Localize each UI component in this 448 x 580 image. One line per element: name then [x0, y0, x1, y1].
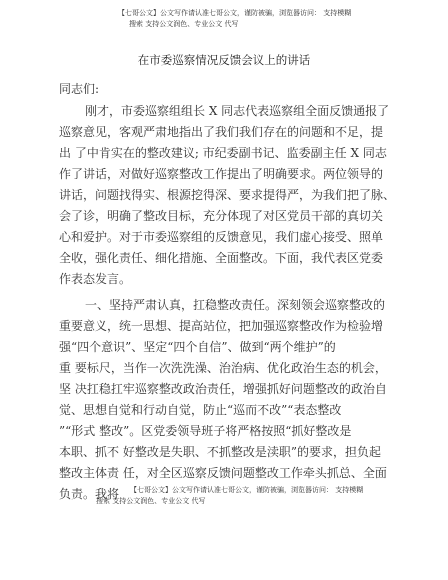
paragraph-line: 全收，强化责任、细化措施、全面整改。下面，我代表区党委: [59, 251, 384, 265]
paragraph-line: 重要意义，统一思想、提高站位，把加强巡察整改作为检验增: [59, 319, 384, 333]
paragraph-line: 觉、思想自觉和行动自觉，防止“巡而不改”“表态整改: [59, 403, 342, 417]
paragraph-line: 整改主体责 任，对全区巡察反馈问题整改工作牵头抓总、全面: [59, 466, 387, 480]
paragraph-line: 出 了中肯实在的整改建议; 市纪委副书记、监委副主任 X 同志: [59, 146, 387, 160]
paragraph-line: 强“四个意识”、坚定“四个自信”、做到“两个维护”的: [59, 340, 336, 354]
paragraph-line: 会了诊，明确了整改目标，充分体现了对区党员干部的真切关: [59, 209, 384, 223]
paragraph-line: ”“形式 整改”。区党委领导班子将严格按照“抓好整改是: [59, 424, 352, 438]
paragraph-line: 作表态发言。: [59, 272, 132, 286]
header-watermark-line-1: 【七哥公文】公文写作请认准七哥公文，谨防被骗，浏览器访问： 支持模糊: [118, 9, 352, 17]
paragraph-line: 坚 决扛稳扛牢巡察整改政治责任，增强抓好问题整改的政治自: [59, 382, 387, 396]
footer-watermark-line-1: 【七哥公文】公文写作请认准七哥公文，谨防被骗，浏览器访问： 支持模糊: [130, 486, 364, 494]
footer-watermark-line-2: 搜索 支持公文润色、专业公文 代写: [96, 497, 206, 505]
paragraph-line: 重 要标尺，当作一次洗洗澡、治治病、优化政治生态的机会，: [59, 361, 387, 375]
paragraph-line: 作了讲话，对做好巡察整改工作提出了明确要求。两位领导的: [59, 167, 384, 181]
greeting-text: 同志们:: [59, 82, 100, 96]
paragraph-line: 心和爱护。对于市委巡察组的反馈意见，我们虚心接受、照单: [59, 230, 384, 244]
paragraph-line: 本职、抓不 好整改是失职、不抓整改是渎职”的要求，担负起: [59, 445, 381, 459]
document-title: 在市委巡察情况反馈会议上的讲话: [137, 53, 311, 67]
paragraph-line: 讲话，问题找得实、根源挖得深、要求提得严，为我们把了脉、: [59, 188, 396, 202]
paragraph-line: 刚才，市委巡察组组长 X 同志代表巡察组全面反馈通报了: [85, 104, 390, 118]
paragraph-line: 负责。我将: [59, 487, 120, 501]
paragraph-line: 巡察意见，客观严肃地指出了我们我们存在的问题和不足，提: [59, 125, 384, 139]
header-watermark-line-2: 搜索 支持公文润色、专业公文 代写: [129, 20, 239, 28]
paragraph-line: 一、坚持严肃认真，扛稳整改责任。深刻领会巡察整改的: [85, 298, 386, 312]
